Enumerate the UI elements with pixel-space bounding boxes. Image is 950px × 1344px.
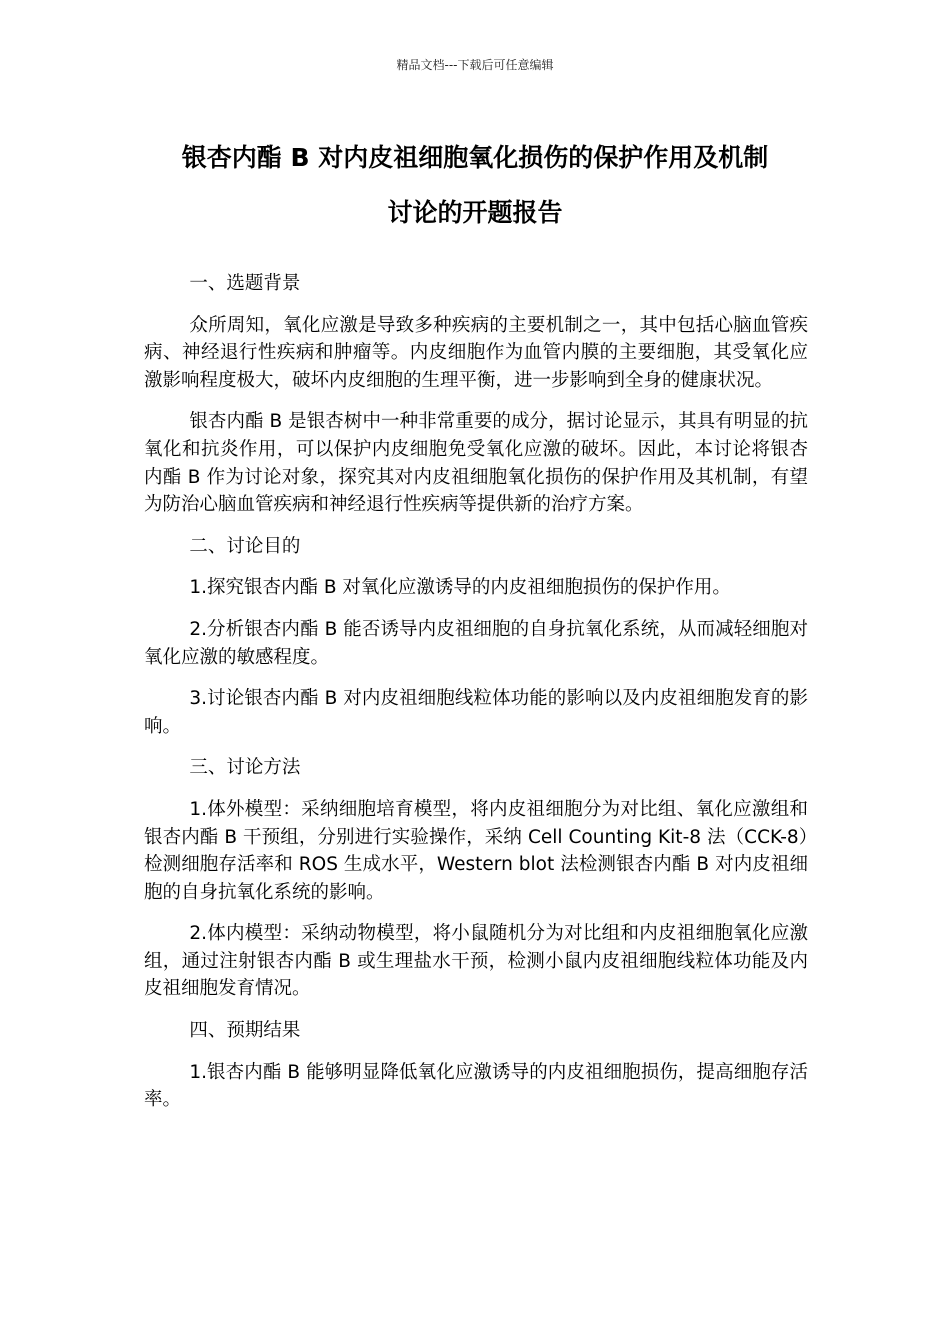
document-title-line-2: 讨论的开题报告 <box>387 198 563 227</box>
list-item: 1.体外模型：采纳细胞培育模型，将内皮祖细胞分为对比组、氧化应激组和银杏内酯 B 干预组，分别进行实验操作，采纳 Cell Counting Kit-8 法（CCK-8）检测细胞存活率和 ROS 生成水平，Western blot 法检测银杏内酯 B 对内皮祖细胞的自身抗氧化系统的影响。 <box>144 798 808 903</box>
section-heading-purpose: 二、讨论目的 <box>189 535 301 557</box>
document-title <box>130 130 820 240</box>
document-title-line-1: 银杏内酯 B 对内皮祖细胞氧化损伤的保护作用及机制 <box>181 143 769 172</box>
document-body <box>144 270 808 1128</box>
section-heading-background: 一、选题背景 <box>189 273 301 294</box>
list-item: 2.体内模型：采纳动物模型，将小鼠随机分为对比组和内皮祖细胞氧化应激组，通过注射银杏内酯 B 或生理盐水干预，检测小鼠内皮祖细胞线粒体功能及内皮祖细胞发育情况。 <box>144 923 808 1000</box>
list-item: 2.分析银杏内酯 B 能否诱导内皮祖细胞的自身抗氧化系统，从而减轻细胞对氧化应激的敏感程度。 <box>144 618 808 668</box>
list-item: 3.讨论银杏内酯 B 对内皮祖细胞线粒体功能的影响以及内皮祖细胞发育的影响。 <box>144 688 808 737</box>
section-heading-methods: 三、讨论方法 <box>189 757 301 779</box>
section-heading-expected-results: 四、预期结果 <box>189 1020 301 1042</box>
list-item: 1.银杏内酯 B 能够明显降低氧化应激诱导的内皮祖细胞损伤，提高细胞存活率。 <box>144 1061 808 1111</box>
list-item: 1.探究银杏内酯 B 对氧化应激诱导的内皮祖细胞损伤的保护作用。 <box>189 577 731 599</box>
paragraph: 银杏内酯 B 是银杏树中一种非常重要的成分，据讨论显示，其具有明显的抗氧化和抗炎作用，可以保护内皮细胞免受氧化应激的破坏。因此，本讨论将银杏内酯 B 作为讨论对象，探究其对内皮祖细胞氧化损伤的保护作用及其机制，有望为防治心脑血管疾病和神经退行性疾病等提供新的治疗方案。 <box>144 411 808 516</box>
paragraph: 众所周知，氧化应激是导致多种疾病的主要机制之一，其中包括心脑血管疾病、神经退行性疾病和肿瘤等。内皮细胞作为血管内膜的主要细胞，其受氧化应激影响程度极大，破坏内皮细胞的生理平衡，进一步影响到全身的健康状况。 <box>144 314 808 391</box>
header-note: 精品文档---下载后可任意编辑 <box>396 58 554 72</box>
